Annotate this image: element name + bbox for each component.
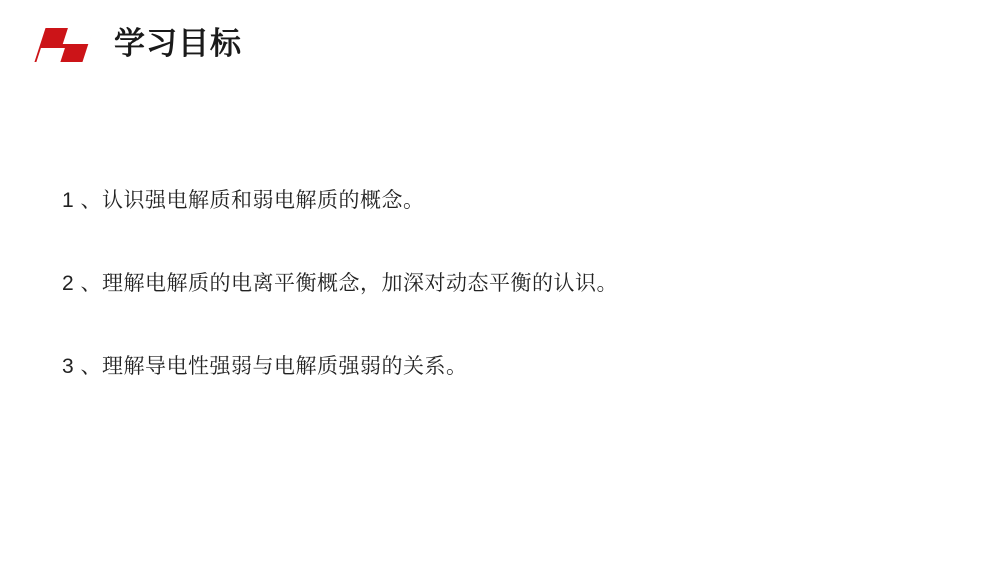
objectives-list xyxy=(62,186,942,382)
list-item: 2 、理解电解质的电离平衡概念，加深对动态平衡的认识。 xyxy=(62,272,619,295)
slide-title-row xyxy=(36,22,242,66)
list-item: 1 、认识强电解质和弱电解质的概念。 xyxy=(62,189,425,212)
page-title: 学习目标 xyxy=(114,26,242,61)
red-parallelogram-bullet-icon xyxy=(36,22,98,66)
list-item: 3 、理解导电性强弱与电解质强弱的关系。 xyxy=(62,355,468,378)
